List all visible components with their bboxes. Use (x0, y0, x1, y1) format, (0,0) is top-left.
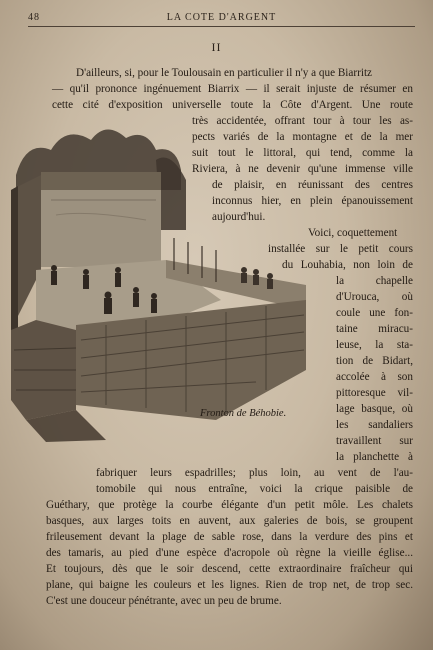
body-line: — qu'il prononce ingénuement Biarrix — il serait injuste de résumer en (52, 83, 413, 95)
body-line: Et toujours, dès que le soir descend, cette extraordinaire fraîcheur qui (46, 563, 413, 575)
body-line: inconnus hier, en plein épanouissement (212, 195, 413, 207)
body-line: Guéthary, que protège la courbe élégante d'un petit môle. Les chalets (46, 499, 413, 511)
body-line: fabriquer leurs espadrilles; plus loin, au vent de l'au- (96, 467, 413, 479)
body-line: très accidentée, offrant tour à tour les as- (192, 115, 413, 127)
body-line: taine miracu- (336, 323, 413, 335)
page-header (28, 10, 415, 27)
body-line: lage basque, où (336, 403, 413, 415)
body-line: de plaisir, en réunissant des centres (212, 179, 413, 191)
section-numeral: II (211, 40, 222, 54)
body-line: coule une fon- (336, 307, 413, 319)
body-line: Riviera, à ne devenir qu'une immense ville (192, 163, 413, 175)
body-line: Voici, coquettement (308, 227, 398, 239)
body-line: cette cité d'exposition universelle toute la Côte d'Argent. Une route (52, 99, 413, 111)
body-line: frileusement devant la plage de sable rose, dans la verdure des pins et (46, 531, 413, 543)
running-title: LA COTE D'ARGENT (166, 12, 277, 23)
body-line: suit tout le littoral, qui tend, comme la (192, 147, 413, 159)
body-line: D'ailleurs, si, pour le Toulousain en particulier il n'y a que Biarritz (76, 67, 373, 79)
body-line: tomobile qui nous entraîne, voici la crique paisible de (96, 483, 413, 495)
body-line: leuse, la sta- (336, 339, 413, 351)
body-line: du Louhabia, non loin de (282, 259, 413, 271)
body-line: d'Urouca, où (336, 291, 413, 303)
body-line: plane, qui baigne les couleurs et les lignes. Rien de trop net, de trop sec. (46, 579, 413, 591)
page-number: 48 (28, 12, 40, 23)
body-line: accolée à son (336, 371, 413, 383)
body-line: tion de Bidart, (336, 355, 413, 367)
body-line: des tamaris, au pied d'une espèce d'acropole où règne la vieille église... (46, 547, 413, 559)
body-line: pittoresque vil- (336, 387, 413, 399)
body-line: les sandaliers (336, 419, 413, 431)
illustration-caption: Fronton de Béhobie. (200, 408, 287, 419)
body-line: la chapelle (336, 275, 413, 287)
body-line: C'est une douceur pénétrante, avec un peu de brume. (46, 595, 282, 607)
body-line: pects variés de la montagne et de la mer (192, 131, 413, 143)
body-line: aujourd'hui. (212, 211, 266, 223)
body-line: basques, aux larges toits en auvent, aux galeries de bois, se groupent (46, 515, 413, 527)
body-line: installée sur le petit cours (268, 243, 413, 255)
body-line: la planchette à (336, 451, 413, 463)
body-line: travaillent sur (336, 435, 413, 447)
